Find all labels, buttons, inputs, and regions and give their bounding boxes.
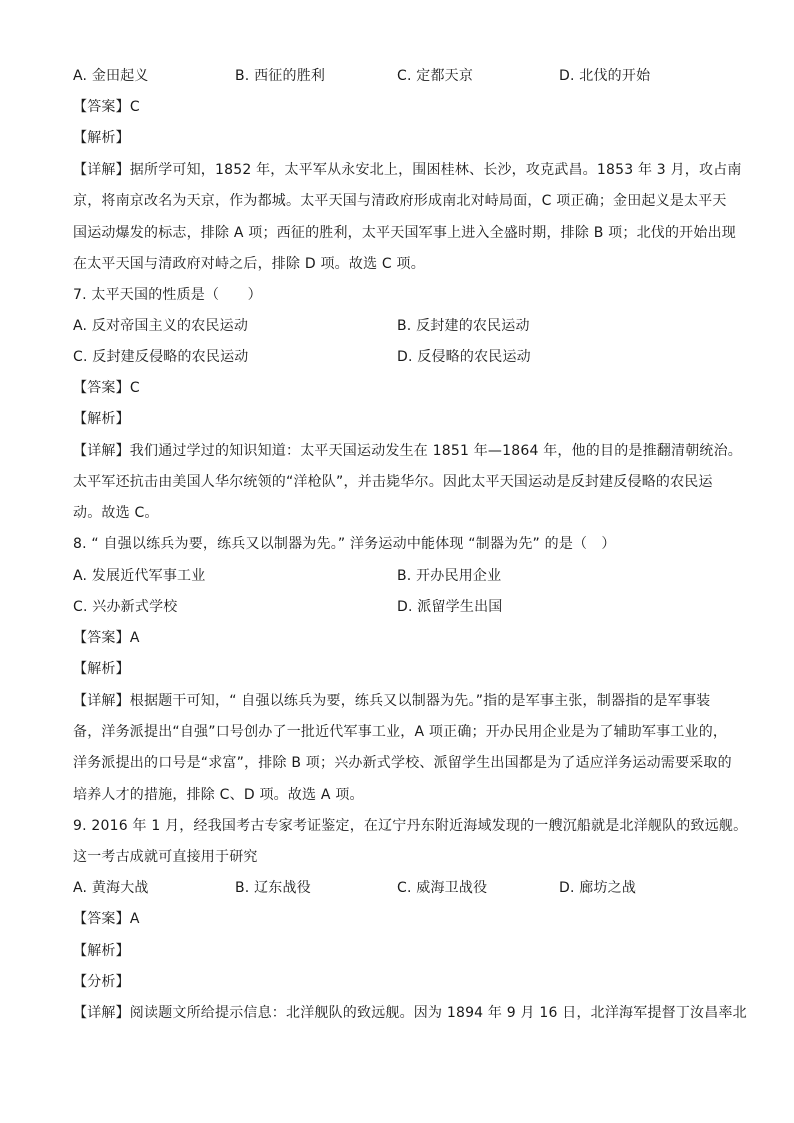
answer-label: 【答案】	[73, 630, 130, 646]
q9-detail-line: 【详解】阅读题文所给提示信息：北洋舰队的致远舰。因为 1894 年 9 月 16 日，北洋海军提督丁汝昌率北	[73, 1005, 747, 1021]
q8-option-d: D. 派留学生出国	[397, 599, 503, 615]
q7-answer	[73, 378, 733, 398]
q8-detail-line: 洋务派提出的口号是“求富”，排除 B 项；兴办新式学校、派留学生出国都是为了适应洋务运动需要采取的	[73, 755, 732, 771]
q9-option-b: B. 辽东战役	[235, 880, 311, 896]
answer-label: 【答案】	[73, 380, 130, 396]
q9-stem-line: 9. 2016 年 1 月，经我国考古专家考证鉴定，在辽宁丹东附近海域发现的一艘沉船就是北洋舰队的致远舰。	[73, 818, 748, 834]
q8-analysis-label: 【解析】	[73, 661, 130, 677]
answer-value: A	[129, 630, 140, 646]
answer-label: 【答案】	[73, 911, 130, 927]
q8-detail-line: 培养人才的措施，排除 C、D 项。故选 A 项。	[73, 787, 364, 803]
q7-detail-line: 太平军还抗击由美国人华尔统领的“洋枪队”，并击毙华尔。因此太平天国运动是反封建反侵略的农民运	[73, 474, 713, 490]
q8-option-c: C. 兴办新式学校	[73, 599, 178, 615]
q8-stem: 8. “ 自强以练兵为要，练兵又以制器为先。” 洋务运动中能体现 “制器为先” 的是（ ）	[73, 536, 616, 552]
answer-value: A	[129, 911, 140, 927]
q6-detail-line: 国运动爆发的标志，排除 A 项；西征的胜利，太平天国军事上进入全盛时期，排除 B 项；北伐的开始出现	[73, 225, 736, 241]
q8-answer	[73, 628, 733, 648]
q7-detail-line: 【详解】我们通过学过的知识知道：太平天国运动发生在 1851 年—1864 年，他的目的是推翻清朝统治。	[73, 443, 743, 459]
answer-value: C	[129, 99, 140, 115]
q6-detail-line: 【详解】据所学可知，1852 年，太平军从永安北上，围困桂林、长沙，攻克武昌。1853 年 3 月，攻占南	[73, 162, 742, 178]
q8-detail-line: 【详解】根据题干可知，“ 自强以练兵为要，练兵又以制器为先。”指的是军事主张，制器指的是军事装	[73, 693, 711, 709]
q7-option-b: B. 反封建的农民运动	[397, 318, 530, 334]
q6-option-c: C. 定都天京	[397, 68, 474, 84]
q7-option-c: C. 反封建反侵略的农民运动	[73, 349, 249, 365]
q6-analysis-label: 【解析】	[73, 130, 130, 146]
q6-detail-line: 京，将南京改名为天京，作为都城。太平天国与清政府形成南北对峙局面，C 项正确；金田起义是太平天	[73, 193, 727, 209]
q8-option-a: A. 发展近代军事工业	[73, 568, 206, 584]
q7-option-a: A. 反对帝国主义的农民运动	[73, 318, 249, 334]
answer-value: C	[129, 380, 140, 396]
q7-analysis-label: 【解析】	[73, 411, 130, 427]
q6-option-d: D. 北伐的开始	[559, 68, 651, 84]
q8-detail-line: 备，洋务派提出“自强”口号创办了一批近代军事工业，A 项正确；开办民用企业是为了辅助军事工业的，	[73, 724, 728, 740]
q9-option-d: D. 廊坊之战	[559, 880, 637, 896]
q9-fenxi-label: 【分析】	[73, 974, 130, 990]
q7-stem: 7. 太平天国的性质是（ ）	[73, 287, 262, 303]
q9-option-c: C. 威海卫战役	[397, 880, 488, 896]
q6-option-b: B. 西征的胜利	[235, 68, 326, 84]
q9-option-a: A. 黄海大战	[73, 880, 149, 896]
q6-answer	[73, 97, 733, 117]
q9-analysis-label: 【解析】	[73, 943, 130, 959]
q9-answer	[73, 909, 733, 929]
q7-detail-line: 动。故选 C。	[73, 505, 159, 521]
q9-stem-line: 这一考古成就可直接用于研究	[73, 849, 258, 865]
q8-option-b: B. 开办民用企业	[397, 568, 502, 584]
q6-detail-line: 在太平天国与清政府对峙之后，排除 D 项。故选 C 项。	[73, 256, 425, 272]
q6-option-a: A. 金田起义	[73, 68, 149, 84]
q7-option-d: D. 反侵略的农民运动	[397, 349, 531, 365]
answer-label: 【答案】	[73, 99, 130, 115]
